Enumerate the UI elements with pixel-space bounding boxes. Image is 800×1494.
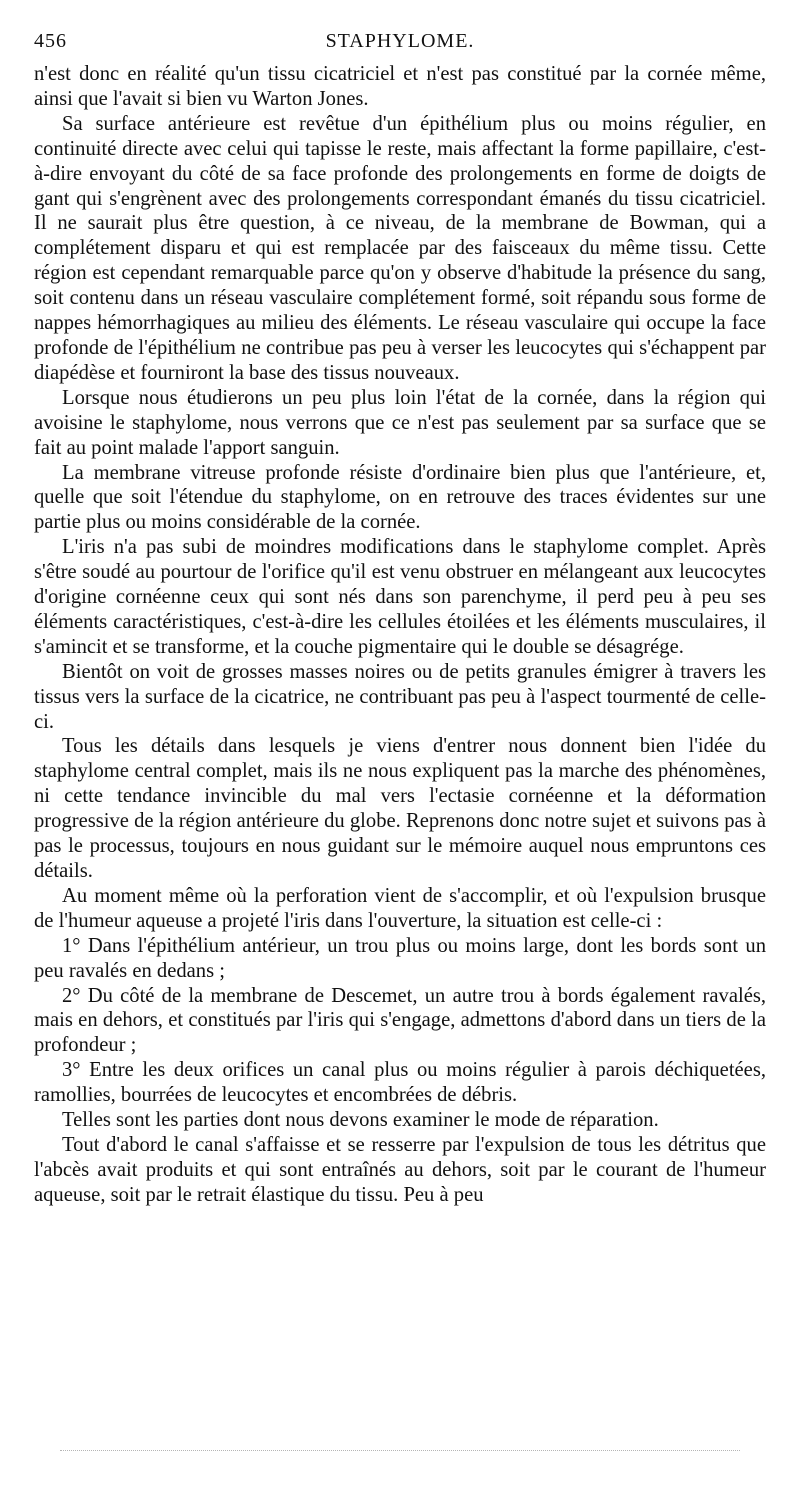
paragraph: L'iris n'a pas subi de moindres modifications dans le staphylome complet. Après s'être soudé au pourtour de l'orifice qu'il est venu obstruer en mélangeant aux leucocytes d'origine cornéenne ceux qui sont nés dans son parenchyme, il perd peu à peu ses éléments caractéristiques, c'est-à-dire les cellules étoilées et les éléments musculaires, il s'amincit et se transforme, et la couche pigmentaire qui le double se désagrége. bbox=[34, 536, 766, 658]
paragraph: Telles sont les parties dont nous devons examiner le mode de réparation. bbox=[62, 1109, 659, 1132]
paragraph: Au moment même où la perforation vient de s'accomplir, et où l'expulsion brusque de l'humeur aqueuse a projeté l'iris dans l'ouverture, la situation est celle-ci : bbox=[34, 884, 766, 932]
running-title: STAPHYLOME. bbox=[325, 30, 475, 52]
footer-divider bbox=[60, 1450, 740, 1451]
paragraph: Lorsque nous étudierons un peu plus loin l'état de la cornée, dans la région qui avoisine le staphylome, nous verrons que ce n'est pas seulement par sa surface que se fait au point malade l'apport sanguin. bbox=[34, 386, 766, 459]
paragraph-continued: n'est donc en réalité qu'un tissu cicatriciel et n'est pas constitué par la cornée même, ainsi que l'avait si bien vu Warton Jones. bbox=[34, 63, 766, 110]
paragraph: La membrane vitreuse profonde résiste d'ordinaire bien plus que l'antérieure, et, quelle que soit l'étendue du staphylome, on en retrouve des traces évidentes sur une partie plus ou moins considérable de la cornée. bbox=[34, 461, 766, 534]
paragraph: Bientôt on voit de grosses masses noires ou de petits granules émigrer à travers les tissus vers la surface de la cicatrice, ne contribuant pas peu à l'aspect tourmenté de celle-ci. bbox=[34, 660, 766, 733]
paragraph: Sa surface antérieure est revêtue d'un épithélium plus ou moins régulier, en continuité directe avec celui qui tapisse le reste, mais affectant la forme papillaire, c'est-à-dire envoyant du côté de sa face profonde des prolongements en forme de doigts de gant qui s'engrènent avec des prolongements correspondant émanés du tissu cicatriciel. Il ne saurait plus être question, à ce niveau, de la membrane de Bowman, qui a complétement disparu et qui est remplacée par des faisceaux du même tissu. Cette région est cependant remarquable parce qu'on y observe d'habitude la présence du sang, soit contenu dans un réseau vasculaire complétement formé, soit répandu sous forme de nappes hémorrhagiques au milieu des éléments. Le réseau vasculaire qui occupe la face profonde de l'épithélium ne contribue pas peu à verser les leucocytes qui s'échappent par diapédèse et fourniront la base des tissus nouveaux. bbox=[34, 112, 766, 384]
page-number: 456 bbox=[34, 30, 67, 52]
book-page bbox=[34, 30, 766, 1208]
list-item-3: 3° Entre les deux orifices un canal plus ou moins régulier à parois déchiquetées, ramollies, bourrées de leucocytes et encombrées de débris. bbox=[34, 1059, 766, 1107]
running-head bbox=[34, 30, 766, 58]
paragraph: Tous les détails dans lesquels je viens d'entrer nous donnent bien l'idée du staphylome central complet, mais ils ne nous expliquent pas la marche des phénomènes, ni cette tendance invincible du mal vers l'ectasie cornéenne et la déformation progressive de la région antérieure du globe. Reprenons donc notre sujet et suivons pas à pas le processus, toujours en nous guidant sur le mémoire auquel nous empruntons ces détails. bbox=[34, 735, 766, 882]
list-item-1: 1° Dans l'épithélium antérieur, un trou plus ou moins large, dont les bords sont un peu ravalés en dedans ; bbox=[34, 934, 766, 982]
list-item-2: 2° Du côté de la membrane de Descemet, un autre trou à bords également ravalés, mais en dehors, et constitués par l'iris qui s'engage, admettons d'abord dans un tiers de la profondeur ; bbox=[34, 984, 766, 1057]
paragraph-last: Tout d'abord le canal s'affaisse et se resserre par l'expulsion de tous les détritus que l'abcès avait produits et qui sont entraînés au dehors, soit par le courant de l'humeur aqueuse, soit par le retrait élastique du tissu. Peu à peu bbox=[34, 1133, 766, 1206]
body-text bbox=[34, 62, 766, 1208]
